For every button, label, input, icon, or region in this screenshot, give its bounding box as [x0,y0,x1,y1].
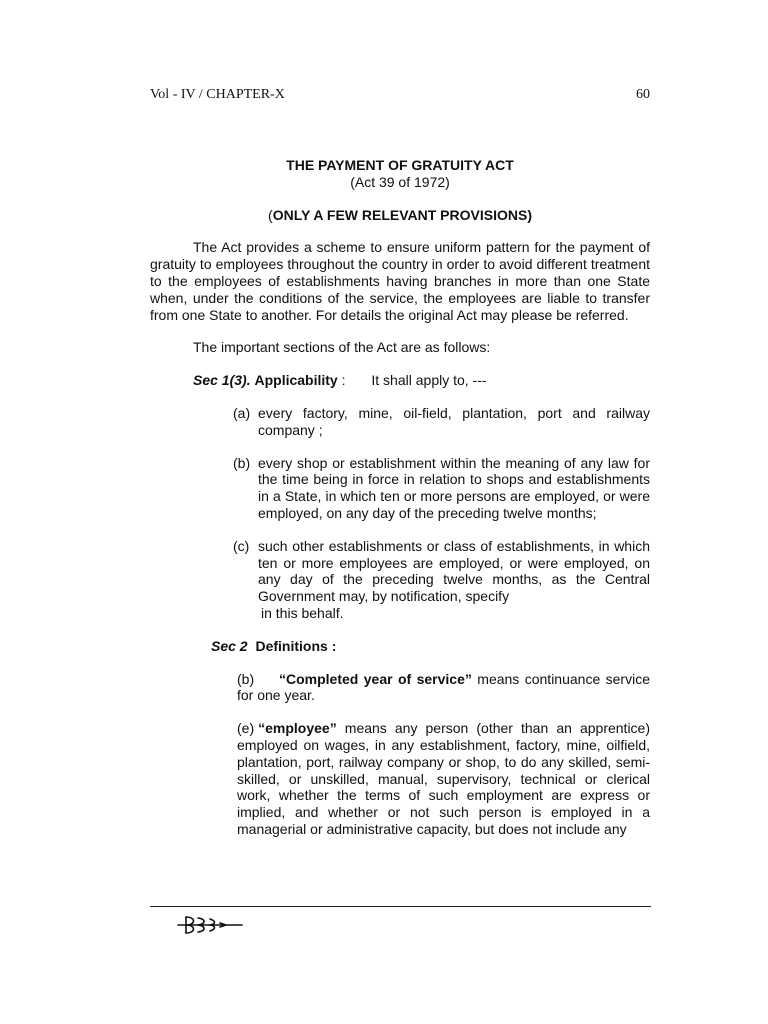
intro-paragraph: The Act provides a scheme to ensure uniform pattern for the payment of gratuity to employees throughout the country in order to avoid different treatment to the employees of establishments having branches in more than one State when, under the conditions of the service, the employees are liable to transfer from one State to another. For details the original Act may please be referred. [150,239,650,323]
clause-text: such other establishments or class of establishments, in which ten or more employees are employed, or were employed, on any day of the preceding twelve months, as the Central Government may, by notification, specify [258,537,650,605]
clause-item [233,405,650,439]
definition-text: means continuance service for one year. [237,670,650,704]
clause-mark: (b) [233,454,251,471]
provisions-note-text: ONLY A FEW RELEVANT PROVISIONS) [272,206,532,223]
document-title: THE PAYMENT OF GRATUITY ACT [286,157,514,173]
clause-mark: (c) [233,537,250,554]
chapter-label: Vol - IV / CHAPTER-X [150,87,285,102]
document-body [150,157,650,854]
act-number: (Act 39 of 1972) [350,173,450,190]
section-1-colon: : [341,372,346,389]
section-1-heading [193,372,650,389]
emblem-logo-icon [172,914,244,936]
clause-item [233,455,650,522]
clause-text: every factory, mine, oil-field, plantation, port and railway company ; [258,404,650,438]
definition-text: means any person (other than an apprentice) employed on wages, in any establishment, factory, mine, oilfield, plantation, port, railway company or shop, to do any skilled, semi-skilled, or unskilled, manual, supervisory, technical or clerical work, whether the terms of such employment are express or implied, and whether or not such person is employed in a managerial or administrative capacity, but does not include any [237,720,650,837]
definition-mark: (e) [237,720,255,737]
clause-text: every shop or establishment within the meaning of any law for the time being in force in relation to shops and establishments in a State, in which ten or more persons are employed, or were employed, on any day of the preceding twelve months; [258,454,650,521]
definitions-list [237,671,650,838]
clause-item [233,538,650,622]
section-2-heading [211,638,650,655]
definition-item [237,671,650,705]
section-2-label: Sec 2 [211,637,248,654]
page-number: 60 [636,87,650,102]
section-1-title: Applicability [254,372,338,389]
section-1-text: It shall apply to, --- [371,372,487,389]
provisions-note-paren: ( [268,206,273,223]
clause-mark: (a) [233,404,251,421]
important-sections-line: The important sections of the Act are as follows: [193,339,491,356]
provisions-note [150,207,650,224]
applicability-clauses [233,405,650,622]
definition-item [237,720,650,838]
definition-term: “employee” [258,720,337,737]
definition-mark: (b) [237,670,255,687]
definition-term: “Completed year of service” [279,670,472,687]
clause-body [258,538,650,622]
section-2-title: Definitions : [255,637,337,654]
section-1-label: Sec 1(3). [193,372,251,389]
footer-divider [150,906,651,907]
clause-continuation: in this behalf. [261,604,344,621]
